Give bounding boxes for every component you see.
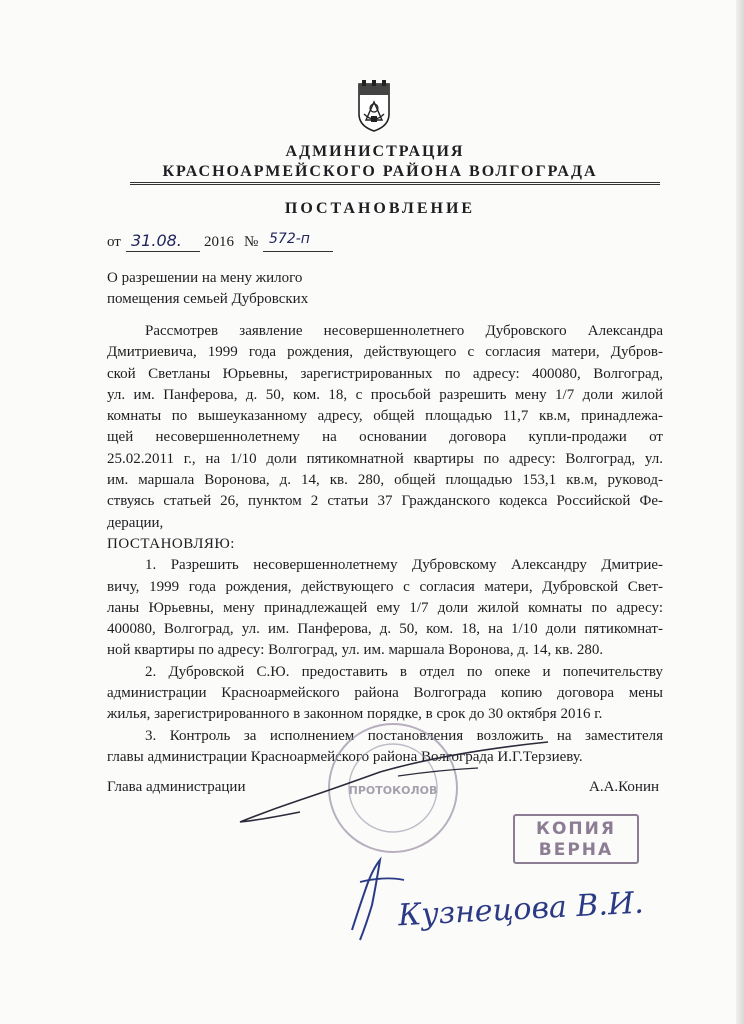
date-underline <box>126 251 200 252</box>
header-rule <box>130 184 660 185</box>
signatory-name: А.А.Конин <box>589 779 660 795</box>
item2-line: 2. Дубровской С.Ю. предоставить в отдел по опеке и попечительству <box>145 663 663 680</box>
round-stamp-text: ПРОТОКОЛОВ <box>348 784 438 797</box>
item2-line: жилья, зарегистрированного в законном порядке, в срок до 30 октября 2016 г. <box>107 706 603 723</box>
item3-line: 3. Контроль за исполнением постановления возложить на заместителя <box>145 727 663 744</box>
item1-line: ланы Юрьевны, мену принадлежащей ему 1/7 доли жилой комнаты по адресу: <box>107 599 663 616</box>
date-year: 2016 <box>204 234 234 250</box>
body-line: Дмитриевича, 1999 года рождения, действующего с согласия матери, Дубров- <box>107 344 663 361</box>
body-line: комнаты по вышеуказанному адресу, общей площадью 11,7 кв.м, принадлежа- <box>107 408 663 425</box>
date-handwritten: 31.08. <box>131 231 182 250</box>
body-line: дерации, <box>107 514 164 531</box>
subject-block <box>107 268 308 310</box>
item2-line: администрации Красноармейского района Волгограда копию договора мены <box>107 685 663 702</box>
signatory-position: Глава администрации <box>107 779 246 795</box>
subject-line: помещения семьей Дубровских <box>107 291 309 307</box>
number-underline <box>263 251 333 252</box>
page-edge-shadow <box>736 0 744 1024</box>
body-line: щей несовершеннолетнему на основании договора купли-продажи от <box>107 429 663 446</box>
document-body <box>107 321 663 768</box>
item1-line: 1. Разрешить несовершеннолетнему Дубровскому Александру Дмитрие- <box>145 557 663 574</box>
coat-of-arms-icon <box>357 78 391 132</box>
date-prefix: от <box>107 234 121 250</box>
organization-name-line1: АДМИНИСТРАЦИЯ <box>285 143 465 160</box>
item1-line: 400080, Волгоград, ул. им. Панферова, д. 50, ком. 18, на 1/10 доли пятикомнат- <box>107 621 663 638</box>
doc-number-handwritten: 572-п <box>269 231 310 247</box>
round-stamp <box>325 720 461 856</box>
item3-line: главы администрации Красноармейского района Волгограда И.Г.Терзиеву. <box>107 748 583 765</box>
body-line: ствуясь статьей 26, пунктом 2 статьи 37 Гражданского кодекса Российской Фе- <box>107 493 663 510</box>
body-line: ской Светланы Юрьевны, зарегистрированных по адресу: 400080, Волгоград, <box>107 365 663 382</box>
header-rule <box>130 182 660 183</box>
body-line: ул. им. Панферова, д. 50, ком. 18, с просьбой разрешить мену 1/7 доли жилой <box>107 386 663 403</box>
number-sign: № <box>244 234 259 250</box>
copy-stamp-line: КОПИЯ <box>536 819 616 839</box>
organization-name-line2: КРАСНОАРМЕЙСКОГО РАЙОНА ВОЛГОГРАДА <box>162 163 598 180</box>
item1-line: вичу, 1999 года рождения, действующего с согласия матери, Дубровской Свет- <box>107 578 663 595</box>
certifier-handwritten-name: Кузнецова В.И. <box>397 885 645 934</box>
copy-certified-stamp <box>513 814 639 864</box>
copy-stamp-line: ВЕРНА <box>538 840 614 860</box>
body-line: 25.02.2011 г., на 1/10 доли пятикомнатной квартиры по адресу: Волгоград, ул. <box>107 450 663 467</box>
body-line: им. маршала Воронова, д. 14, кв. 280, общей площадью 153,1 кв.м, руковод- <box>107 472 663 489</box>
decree-word: ПОСТАНОВЛЯЮ: <box>107 535 235 552</box>
item1-line: ной квартиры по адресу: Волгоград, ул. им. маршала Воронова, д. 14, кв. 280. <box>107 642 604 659</box>
date-number-line <box>107 230 407 254</box>
subject-line: О разрешении на мену жилого <box>107 270 303 286</box>
body-line: Рассмотрев заявление несовершеннолетнего Дубровского Александра <box>145 323 663 339</box>
document-type-title: ПОСТАНОВЛЕНИЕ <box>284 200 476 217</box>
